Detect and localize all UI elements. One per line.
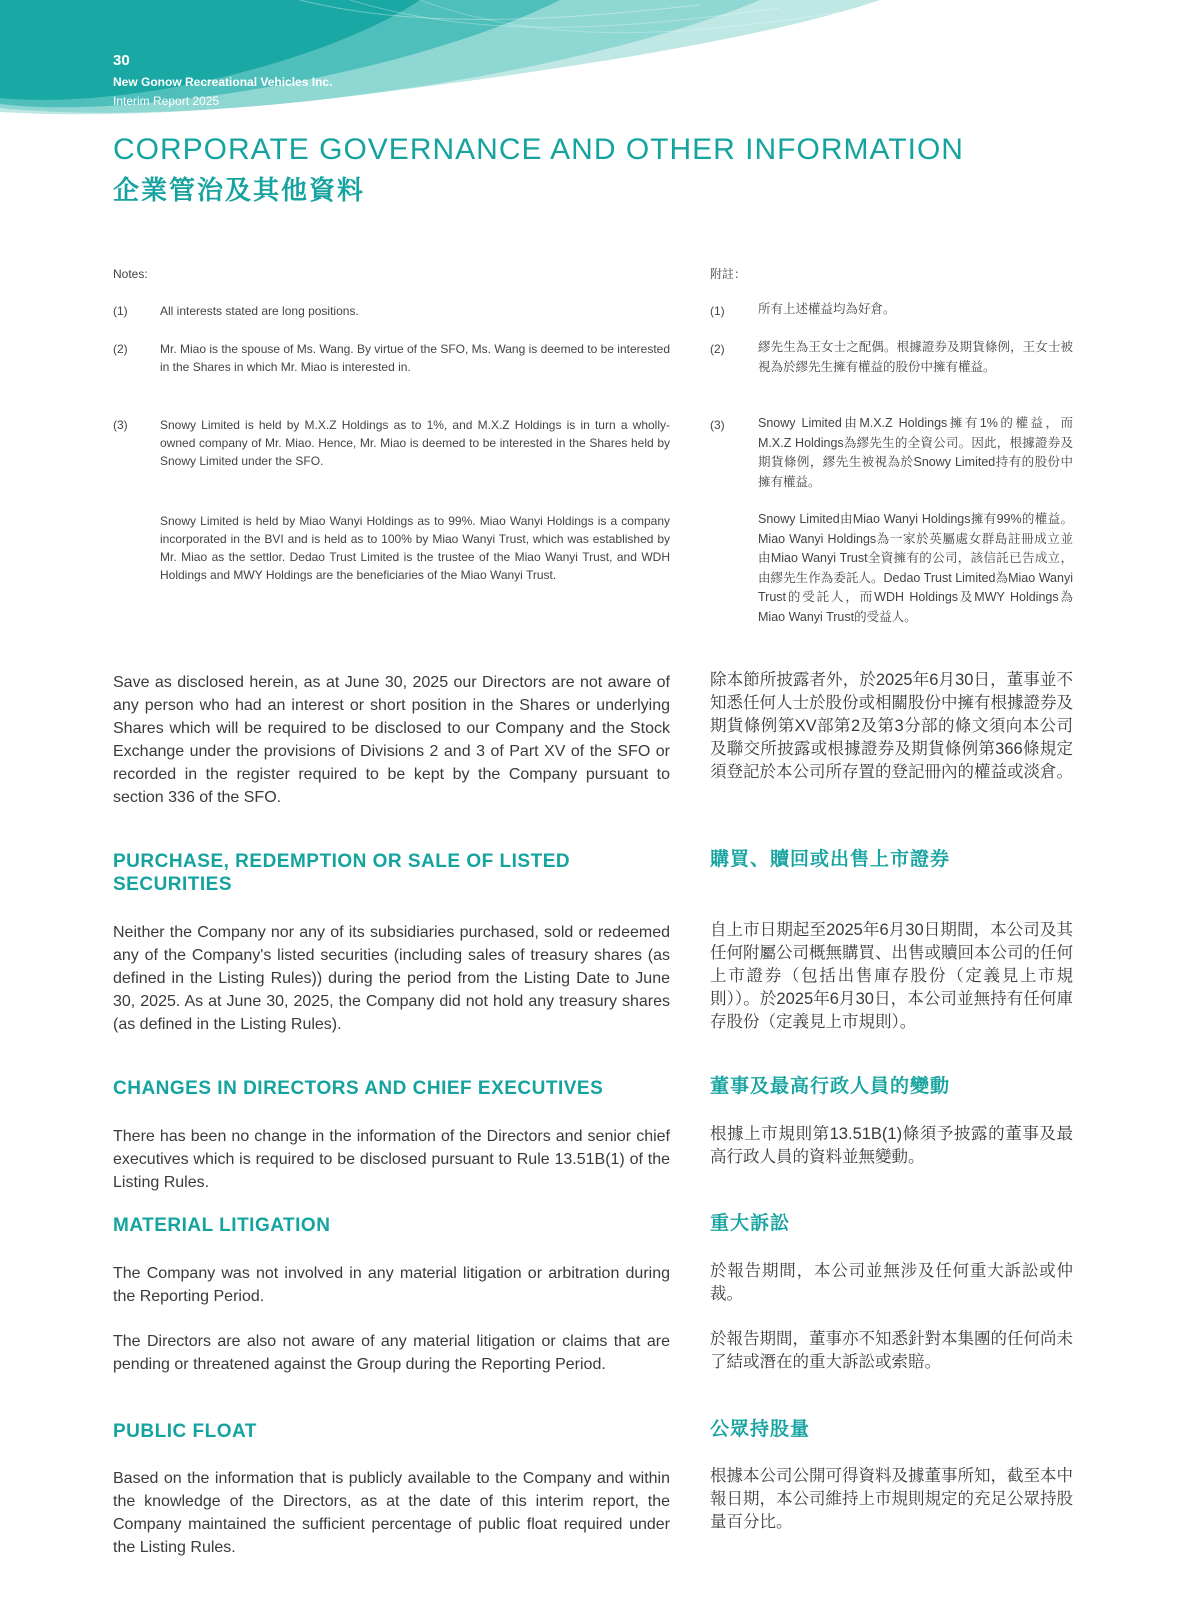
company-name: New Gonow Recreational Vehicles Inc. [113,75,333,89]
note-1-zh: 所有上述權益均為好倉。 [758,302,896,316]
note-3-zh: Snowy Limited由M.X.Z Holdings擁有1%的權益，而M.X.Z Holdings為繆先生的全資公司。因此，根據證券及期貨條例，繆先生被視為於Snowy Limited持有的股份中擁有權益。 [758,416,1073,489]
note-number-zh: (3) [710,418,725,432]
note-2-zh: 繆先生為王女士之配偶。根據證券及期貨條例，王女士被視為於繆先生擁有權益的股份中擁有權益。 [758,340,1073,374]
save-as-disclosed-zh: 除本節所披露者外，於2025年6月30日，董事並不知悉任何人士於股份或相關股份中擁有根據證券及期貨條例第XV部第2及第3分部的條文須向本公司及聯交所披露或根據證券及期貨條例第366條規定須登記於本公司所存置的登記冊內的權益或淡倉。 [710,671,1073,781]
page-title-zh: 企業管治及其他資料 [113,175,366,205]
public-float-body-zh: 根據本公司公開可得資料及據董事所知，截至本中報日期，本公司維持上市規則規定的充足公眾持股量百分比。 [710,1467,1073,1531]
note-3b-zh: Snowy Limited由Miao Wanyi Holdings擁有99%的權益。Miao Wanyi Holdings為一家於英屬處女群島註冊成立並由Miao Wanyi Trust全資擁有的公司，該信託已告成立，由繆先生作為委託人。Dedao Trust Limited為Miao Wanyi Trust的受託人，而WDH Holdings及MWY Holdings為Miao Wanyi Trust的受益人。 [758,512,1073,624]
litigation-body2-en: The Directors are also not aware of any material litigation or claims that are pending or threatened against the Group during the Reporting Period. [113,1333,670,1373]
heading-purchase-zh: 購買、贖回或出售上市證券 [710,849,951,870]
litigation-body2-zh: 於報告期間，董事亦不知悉針對本集團的任何尚未了結或潛在的重大訴訟或索賠。 [710,1330,1073,1371]
note-number-zh: (2) [710,342,725,356]
heading-litigation-en: MATERIAL LITIGATION [113,1215,331,1236]
directors-body-zh: 根據上市規則第13.51B(1)條須予披露的董事及最高行政人員的資料並無變動。 [710,1125,1073,1166]
page-title-en: CORPORATE GOVERNANCE AND OTHER INFORMATION [113,133,964,166]
note-number-en: (1) [113,304,128,318]
litigation-body-en: The Company was not involved in any material litigation or arbitration during the Reporting Period. [113,1265,670,1305]
page-number: 30 [113,52,130,69]
heading-directors-zh: 董事及最高行政人員的變動 [710,1076,951,1097]
note-number-zh: (1) [710,304,725,318]
note-3-en: Snowy Limited is held by M.X.Z Holdings as to 1%, and M.X.Z Holdings is in turn a wholly-owned company of Mr. Miao. Hence, Mr. Miao is deemed to be interested in the Shares held by Snowy Limited under the SFO. [160,418,670,468]
note-number-en: (3) [113,418,128,432]
notes-label-zh: 附註： [710,267,747,281]
heading-litigation-zh: 重大訴訟 [710,1213,791,1234]
header-wave-graphic [0,0,1191,130]
save-as-disclosed-en: Save as disclosed herein, as at June 30, 2025 our Directors are not aware of any person who had an interest or short position in the Shares or underlying Shares which will be required to be disclosed to our Company and the Stock Exchange under the provisions of Divisions 2 and 3 of Part XV of the SFO or recorded in the register required to be kept by the Company pursuant to section 336 of the SFO. [113,674,670,806]
notes-label-en: Notes: [113,267,148,281]
purchase-body-zh: 自上市日期起至2025年6月30日期間，本公司及其任何附屬公司概無購買、出售或贖回本公司的任何上市證券（包括出售庫存股份（定義見上市規則））。於2025年6月30日，本公司並無持有任何庫存股份（定義見上市規則）。 [710,921,1073,1031]
directors-body-en: There has been no change in the information of the Directors and senior chief executives which is required to be disclosed pursuant to Rule 13.51B(1) of the Listing Rules. [113,1128,670,1191]
note-2-en: Mr. Miao is the spouse of Ms. Wang. By virtue of the SFO, Ms. Wang is deemed to be interested in the Shares in which Mr. Miao is interested in. [160,342,670,374]
report-name: Interim Report 2025 [113,94,220,108]
note-number-en: (2) [113,342,128,356]
heading-directors-en: CHANGES IN DIRECTORS AND CHIEF EXECUTIVES [113,1078,604,1099]
heading-public-float-en: PUBLIC FLOAT [113,1421,257,1442]
public-float-body-en: Based on the information that is publicly available to the Company and within the knowledge of the Directors, as at the date of this interim report, the Company maintained the sufficient percentage of public float required under the Listing Rules. [113,1470,670,1556]
heading-purchase-en: PURCHASE, REDEMPTION OR SALE OF LISTED SECURITIES [113,851,571,895]
note-3b-en: Snowy Limited is held by Miao Wanyi Holdings as to 99%. Miao Wanyi Holdings is a company incorporated in the BVI and is held as to 100% by Miao Wanyi Trust, which was established by Mr. Miao as the settlor. Dedao Trust Limited is the trustee of the Miao Wanyi Trust, and WDH Holdings and MWY Holdings are the beneficiaries of the Miao Wanyi Trust. [160,514,670,582]
purchase-body-en: Neither the Company nor any of its subsidiaries purchased, sold or redeemed any of the Company's listed securities (including sales of treasury shares (as defined in the Listing Rules)) during the period from the Listing Date to June 30, 2025. As at June 30, 2025, the Company did not hold any treasury shares (as defined in the Listing Rules). [113,924,670,1033]
heading-public-float-zh: 公眾持股量 [710,1419,811,1440]
note-1-en: All interests stated are long positions. [160,304,359,318]
litigation-body-zh: 於報告期間，本公司並無涉及任何重大訴訟或仲裁。 [710,1262,1073,1303]
